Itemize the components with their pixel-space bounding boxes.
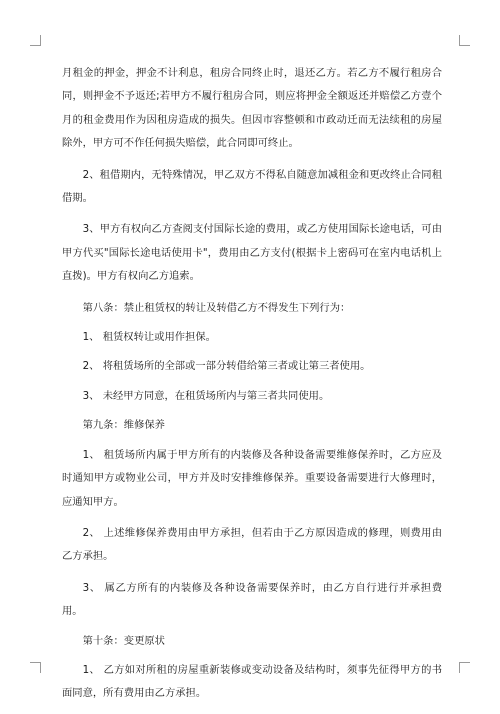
article-nine-heading: 第九条：维修保养: [82, 419, 165, 432]
paragraph-deposit-terms: 月租金的押金，押金不计利息，租房合同终止时，退还乙方。若乙方不履行租房合同，则押金不予返还;若甲方不履行租房合同，则应将押金全额返还并赔偿乙方壹个月的租金费用作为因租房造成的损失。但因市容整顿和市政动迁而无法续租的房屋除外，甲方可不作任何损失赔偿，此合同即可终止。: [62, 67, 442, 150]
article-eight-item-2: 2、 将租赁场所的全部或一部分转借给第三者或让第三者使用。: [82, 360, 371, 373]
article-eight-heading: 第八条：禁止租赁权的转让及转借乙方不得发生下列行为：: [82, 301, 351, 314]
corner-mark-top-left: [30, 35, 41, 46]
article-eight-item-3: 3、 未经甲方同意，在租赁场所内与第三者共同使用。: [82, 389, 330, 402]
article-nine-item-2: 2、 上述维修保养费用由甲方承担，但若由于乙方原因造成的修理，则费用由乙方承担。: [62, 526, 442, 563]
article-eight-item-1: 1、 租赁权转让或用作担保。: [82, 331, 216, 344]
corner-mark-bottom-right: [459, 662, 470, 673]
article-ten-heading: 第十条：变更原状: [82, 634, 165, 647]
paragraph-intl-call-fees: 3、甲方有权向乙方查阅支付国际长途的费用，或乙方使用国际长途电话，可由甲方代买"国际长途电话使用卡"，费用由乙方支付(根据卡上密码可在室内电话机上直拨)。甲方有权向乙方追索。: [62, 223, 442, 283]
article-nine-item-3: 3、 属乙方所有的内装修及各种设备需要保养时，由乙方自行进行并承担费用。: [62, 581, 442, 618]
document-page: [62, 62, 442, 714]
corner-mark-bottom-left: [30, 662, 41, 673]
article-nine-item-1: 1、 租赁场所内属于甲方所有的内装修及各种设备需要维修保养时，乙方应及时通知甲方或物业公司，甲方并及时安排维修保养。重要设备需要进行大修理时，应通知甲方。: [62, 448, 442, 508]
article-ten-item-1: 1、 乙方如对所租的房屋重新装修或变动设备及结构时，须事先征得甲方的书面同意，所有费用由乙方承担。: [62, 663, 442, 700]
paragraph-rent-adjustment: 2、租借期内，无特殊情况，甲乙双方不得私自随意加减租金和更改终止合同租借期。: [62, 168, 442, 205]
corner-mark-top-right: [459, 35, 470, 46]
